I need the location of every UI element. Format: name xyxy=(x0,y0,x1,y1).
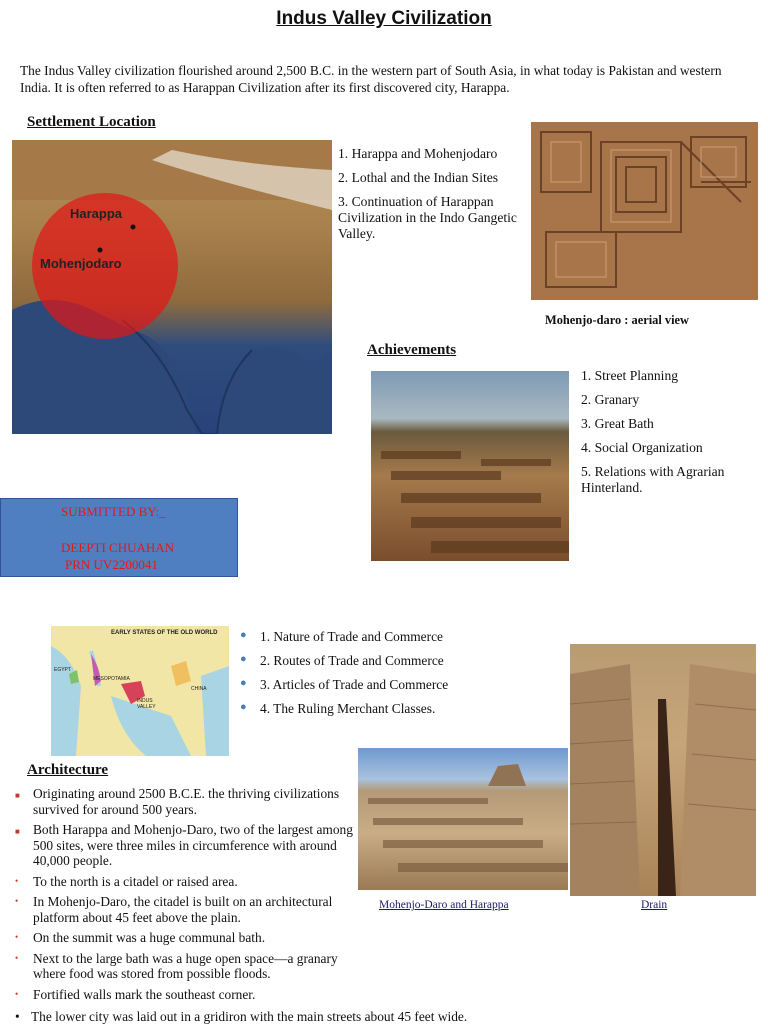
bullet-icon: • xyxy=(15,1009,20,1024)
mesopotamia-label: MESOPOTAMIA xyxy=(93,676,130,682)
achievements-heading: Achievements xyxy=(367,342,457,358)
list-item: ■ Originating around 2500 B.C.E. the thriving civilizations survived for around 500 years. xyxy=(15,786,340,817)
architecture-last-line: • The lower city was laid out in a gridiron with the main streets about 45 feet wide. xyxy=(15,1009,468,1024)
list-item: 1. Street Planning xyxy=(581,368,679,383)
list-item: 3. Great Bath xyxy=(581,416,654,431)
drain-caption: Drain xyxy=(641,899,668,911)
page-title: Indus Valley Civilization xyxy=(276,8,492,29)
architecture-list xyxy=(15,786,365,1007)
harappa-map-label: Harappa xyxy=(70,206,123,221)
achievements-ruins-image xyxy=(371,371,569,561)
list-item: ● 1. Nature of Trade and Commerce xyxy=(240,629,443,644)
settlement-map-image xyxy=(12,140,332,434)
list-item: 1. Harappa and Mohenjodaro xyxy=(338,146,498,161)
list-item: 3. Continuation of Harappan Civilization in the Indo Gangetic Valley. xyxy=(338,194,517,241)
trade-list xyxy=(238,629,558,725)
bullet-icon: ● xyxy=(240,677,247,689)
china-label: CHINA xyxy=(191,686,207,692)
indus-label: INDUS VALLEY xyxy=(137,698,156,710)
list-item: • To the north is a citadel or raised area. xyxy=(15,873,238,889)
settlement-list xyxy=(338,146,523,250)
achievements-list xyxy=(581,368,756,504)
submitted-prn: PRN UV2200041 xyxy=(65,557,158,572)
egypt-label: EGYPT xyxy=(54,667,71,673)
list-item: 2. Granary xyxy=(581,392,640,407)
aerial-view-image xyxy=(531,122,758,300)
india-map-shape xyxy=(12,140,332,434)
bullet-icon: ● xyxy=(240,629,247,641)
list-item: ● 4. The Ruling Merchant Classes. xyxy=(240,701,436,716)
aerial-caption: Mohenjo-daro : aerial view xyxy=(545,313,689,327)
architecture-heading: Architecture xyxy=(27,762,109,778)
bullet-icon: ● xyxy=(240,653,247,665)
bullet-icon: • xyxy=(15,875,19,886)
intro-paragraph: The Indus Valley civilization flourished around 2,500 B.C. in the western part of South Asia, in what today is Pakistan and western India. It is often referred to as Harappan Civilization after its first discovered city, Harappa. xyxy=(20,63,722,95)
bullet-icon: ■ xyxy=(15,827,20,836)
list-item: 5. Relations with Agrarian Hinterland. xyxy=(581,464,725,495)
settlement-heading: Settlement Location xyxy=(27,114,156,130)
bullet-icon: • xyxy=(15,896,19,906)
list-item: ● 2. Routes of Trade and Commerce xyxy=(240,653,444,668)
trade-map-image xyxy=(51,626,229,756)
bullet-icon: • xyxy=(15,988,19,999)
list-item: • On the summit was a huge communal bath. xyxy=(15,930,266,945)
list-item: ● 3. Articles of Trade and Commerce xyxy=(240,677,449,692)
ruins-caption: Mohenjo-Daro and Harappa xyxy=(379,899,509,911)
submitted-box xyxy=(0,498,238,577)
bullet-icon: • xyxy=(15,932,19,942)
bullet-icon: • xyxy=(15,952,19,963)
list-item: • Next to the large bath was a huge open space—a granary where food was stored from possible floods. xyxy=(15,950,338,981)
list-item: • Fortified walls mark the southeast corner. xyxy=(15,986,256,1002)
trade-map-title: EARLY STATES OF THE OLD WORLD xyxy=(111,630,218,636)
bullet-icon: ■ xyxy=(15,791,20,800)
bullet-icon: ● xyxy=(240,701,247,713)
submitted-name: DEEPTI CHUAHAN xyxy=(61,540,175,555)
mohenjo-daro-harappa-image xyxy=(358,748,568,890)
list-item: • In Mohenjo-Daro, the citadel is built on an architectural platform about 45 feet above the plain. xyxy=(15,894,333,925)
mohenjodaro-map-label: Mohenjodaro xyxy=(40,256,122,271)
list-item: ■ Both Harappa and Mohenjo-Daro, two of the largest among 500 sites, were three miles in circumference with around 40,000 people. xyxy=(15,822,353,868)
submitted-label: SUBMITTED BY:_ xyxy=(61,504,166,519)
drain-image xyxy=(570,644,756,896)
list-item: 4. Social Organization xyxy=(581,440,703,455)
list-item: 2. Lothal and the Indian Sites xyxy=(338,170,499,185)
